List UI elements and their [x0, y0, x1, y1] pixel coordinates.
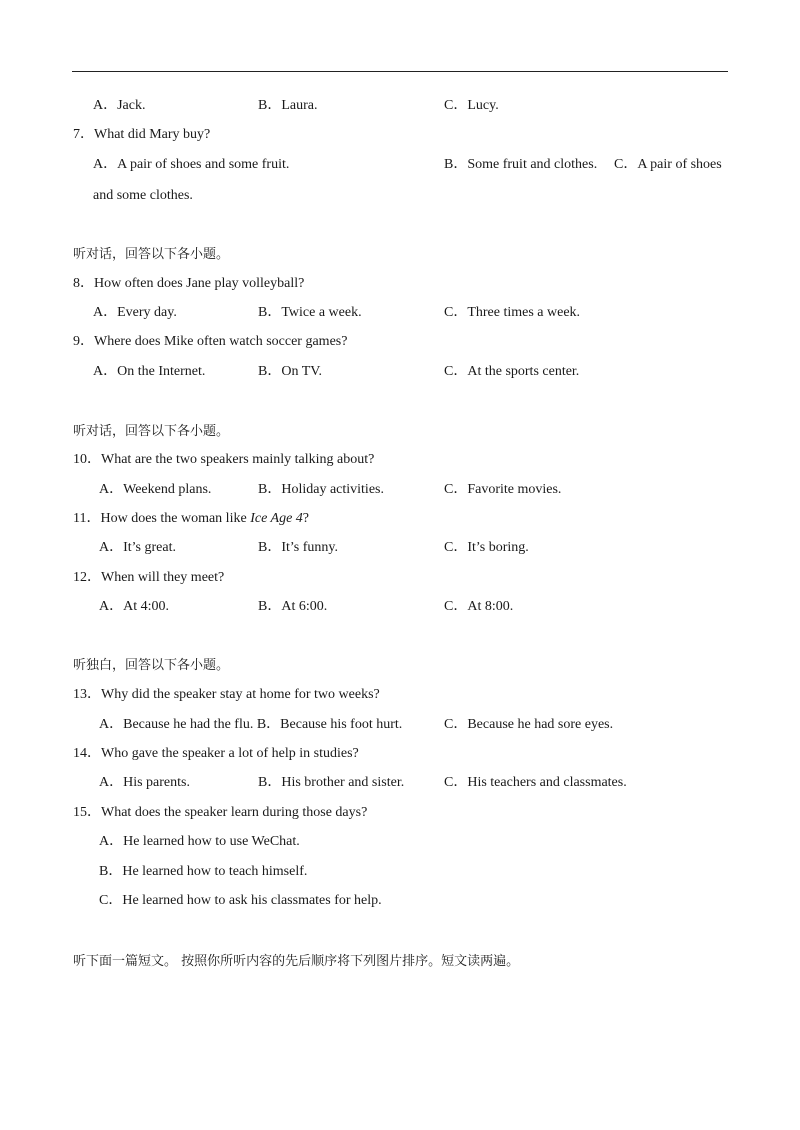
q7-option-c-start: C．A pair of shoes — [614, 157, 722, 172]
q11-option-c: C．It’s boring. — [444, 540, 529, 555]
q8-stem: 8．How often does Jane play volleyball? — [73, 276, 305, 291]
q13-stem: 13．Why did the speaker stay at home for two weeks? — [73, 687, 380, 702]
q11-option-b: B．It’s funny. — [258, 540, 338, 555]
q9-option-b: B．On TV. — [258, 364, 323, 379]
q8-option-a: A．Every day. — [93, 305, 177, 320]
section-heading-dialogue-2: 听对话，回答以下各小题。 — [73, 424, 230, 439]
q10-option-c: C．Favorite movies. — [444, 482, 562, 497]
q7-stem: 7．What did Mary buy? — [73, 127, 211, 142]
q14-stem: 14．Who gave the speaker a lot of help in studies? — [73, 746, 359, 761]
q9-option-c: C．At the sports center. — [444, 364, 580, 379]
q11-movie-title: Ice Age 4 — [250, 511, 303, 526]
q15-option-c: C．He learned how to ask his classmates for help. — [99, 893, 382, 908]
q8-option-c: C．Three times a week. — [444, 305, 581, 320]
header-rule — [72, 71, 728, 72]
q10-option-a: A．Weekend plans. — [99, 482, 212, 497]
q15-option-b: B．He learned how to teach himself. — [99, 864, 308, 879]
section-heading-dialogue-1: 听对话，回答以下各小题。 — [73, 247, 230, 262]
q11-stem-text: 11．How does the woman like — [73, 511, 251, 526]
q11-option-a: A．It’s great. — [99, 540, 176, 555]
q10-stem: 10．What are the two speakers mainly talking about? — [73, 452, 375, 467]
q12-stem: 12．When will they meet? — [73, 570, 225, 585]
q15-stem: 15．What does the speaker learn during those days? — [73, 805, 368, 820]
q9-option-a: A．On the Internet. — [93, 364, 206, 379]
q7-option-c-end: and some clothes. — [93, 188, 193, 203]
q7-option-a: A．A pair of shoes and some fruit. — [93, 157, 290, 172]
q6-option-b: B．Laura. — [258, 98, 318, 113]
q14-option-c: C．His teachers and classmates. — [444, 775, 627, 790]
q12-option-c: C．At 8:00. — [444, 599, 514, 614]
q14-option-a: A．His parents. — [99, 775, 190, 790]
section-heading-passage: 听下面一篇短文。 按照你所听内容的先后顺序将下列图片排序。短文读两遍。 — [73, 954, 520, 969]
section-heading-monologue: 听独白，回答以下各小题。 — [73, 658, 230, 673]
q11-stem — [73, 510, 309, 528]
q14-option-b: B．His brother and sister. — [258, 775, 405, 790]
q12-option-a: A．At 4:00. — [99, 599, 169, 614]
q10-option-b: B．Holiday activities. — [258, 482, 384, 497]
q15-option-a: A．He learned how to use WeChat. — [99, 834, 300, 849]
q13-options-a-b: A．Because he had the flu. B．Because his foot hurt. — [99, 717, 403, 732]
q12-option-b: B．At 6:00. — [258, 599, 328, 614]
q13-option-c: C．Because he had sore eyes. — [444, 717, 614, 732]
q9-stem: 9．Where does Mike often watch soccer games? — [73, 334, 348, 349]
q8-option-b: B．Twice a week. — [258, 305, 362, 320]
q6-option-c: C．Lucy. — [444, 98, 499, 113]
q11-stem-end: ? — [302, 511, 310, 526]
q6-option-a: A．Jack. — [93, 98, 146, 113]
q7-option-b: B．Some fruit and clothes. — [444, 157, 598, 172]
